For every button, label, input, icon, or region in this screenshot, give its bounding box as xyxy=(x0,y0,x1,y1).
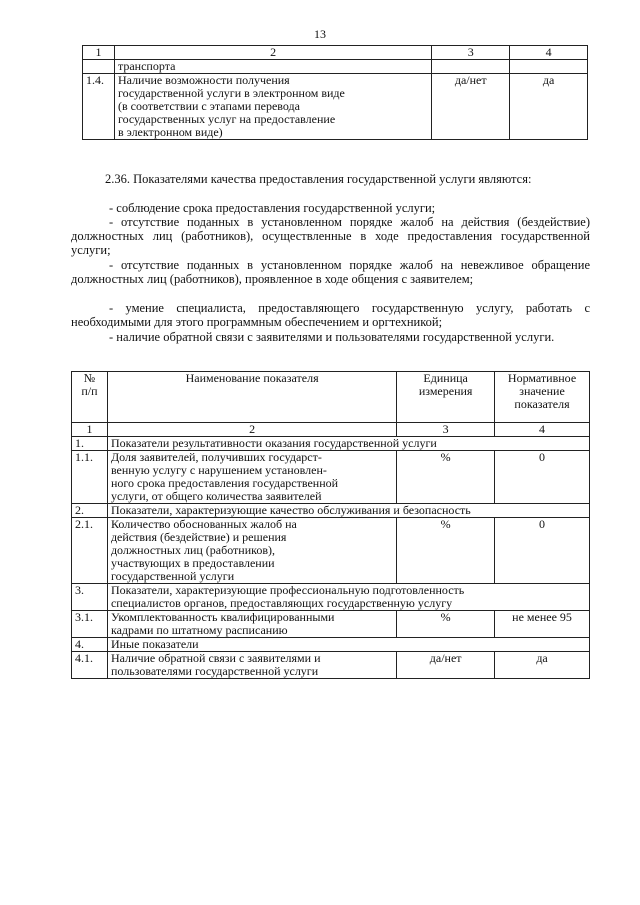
section-row xyxy=(72,638,590,652)
section-title: Показатели результативности оказания государственной услуги xyxy=(107,437,589,451)
col-number-4: 4 xyxy=(510,46,588,60)
list-item: - умение специалиста, предоставляющего государственную услугу, работать с необходимыми для этого программным обеспечением и оргтехникой; xyxy=(71,301,590,329)
indicator-name: Укомплектованность квалифицированными кадрами по штатному расписанию xyxy=(107,611,396,638)
col-number-1: 1 xyxy=(83,46,115,60)
list-item: - отсутствие поданных в установленном порядке жалоб на действия (бездействие) должностных лиц (работников), осуществленные в ходе предоставления государственной услуги; xyxy=(71,215,590,257)
quality-indicators-table xyxy=(71,371,590,679)
section-title: Иные показатели xyxy=(107,638,589,652)
unit: % xyxy=(397,451,495,504)
section-row xyxy=(72,437,590,451)
table-row xyxy=(83,60,588,74)
col-number-2: 2 xyxy=(114,46,431,60)
table-row xyxy=(83,74,588,140)
table-row xyxy=(72,611,590,638)
table-row xyxy=(72,451,590,504)
row-number: 3. xyxy=(72,584,108,611)
list-item: - наличие обратной связи с заявителями и пользователями государственной услуги. xyxy=(109,330,555,344)
value: 0 xyxy=(495,451,590,504)
row-number: 4. xyxy=(72,638,108,652)
header-name: Наименование показателя xyxy=(107,372,396,423)
header-num: № п/п xyxy=(72,372,108,423)
header-unit: Единица измерения xyxy=(397,372,495,423)
row-number: 3.1. xyxy=(72,611,108,638)
indicator-name: Количество обоснованных жалоб на действия (бездействие) и решения должностных лиц (работников), участвующих в предоставлении государственной услуги xyxy=(107,518,396,584)
section-title: Показатели, характеризующие качество обслуживания и безопасность xyxy=(107,504,589,518)
header-norm: Нормативное значение показателя xyxy=(495,372,590,423)
row-number: 2. xyxy=(72,504,108,518)
row-number: 1.4. xyxy=(83,74,115,140)
col-number-3: 3 xyxy=(432,46,510,60)
row-number: 1.1. xyxy=(72,451,108,504)
unit: да/нет xyxy=(432,74,510,140)
unit: % xyxy=(397,518,495,584)
table-row xyxy=(72,652,590,679)
section-intro: 2.36. Показателями качества предоставления государственной услуги являются: xyxy=(105,172,532,186)
row-number: 4.1. xyxy=(72,652,108,679)
column-numbers-row: 1 2 3 4 xyxy=(72,423,590,437)
indicator-name: Наличие возможности получения государственной услуги в электронном виде (в соответствии с этапами перевода государственных услуг на предоставление в электронном виде) xyxy=(114,74,431,140)
value: 0 xyxy=(495,518,590,584)
list-item: - отсутствие поданных в установленном порядке жалоб на невежливое обращение должностных лиц (работников), проявленное в ходе общения с заявителем; xyxy=(71,258,590,286)
value: да xyxy=(510,74,588,140)
section-title: Показатели, характеризующие профессиональную подготовленность специалистов органов, предоставляющих государственную услугу xyxy=(107,584,589,611)
row-number: 1. xyxy=(72,437,108,451)
indicator-name: Наличие обратной связи с заявителями и пользователями государственной услуги xyxy=(107,652,396,679)
table-row xyxy=(72,518,590,584)
value: да xyxy=(495,652,590,679)
page-number: 13 xyxy=(314,27,326,41)
row-number: 2.1. xyxy=(72,518,108,584)
continued-text: транспорта xyxy=(114,60,431,74)
indicator-name: Доля заявителей, получивших государст- венную услугу с нарушением установлен- ного срока предоставления государственной услуги, от общего количества заявителей xyxy=(107,451,396,504)
continued-table xyxy=(82,45,588,140)
unit: да/нет xyxy=(397,652,495,679)
section-row xyxy=(72,584,590,611)
section-row xyxy=(72,504,590,518)
table-header-row xyxy=(72,372,590,423)
value: не менее 95 xyxy=(495,611,590,638)
list-item: - соблюдение срока предоставления государственной услуги; xyxy=(109,201,436,215)
table-header-row xyxy=(83,46,588,60)
unit: % xyxy=(397,611,495,638)
